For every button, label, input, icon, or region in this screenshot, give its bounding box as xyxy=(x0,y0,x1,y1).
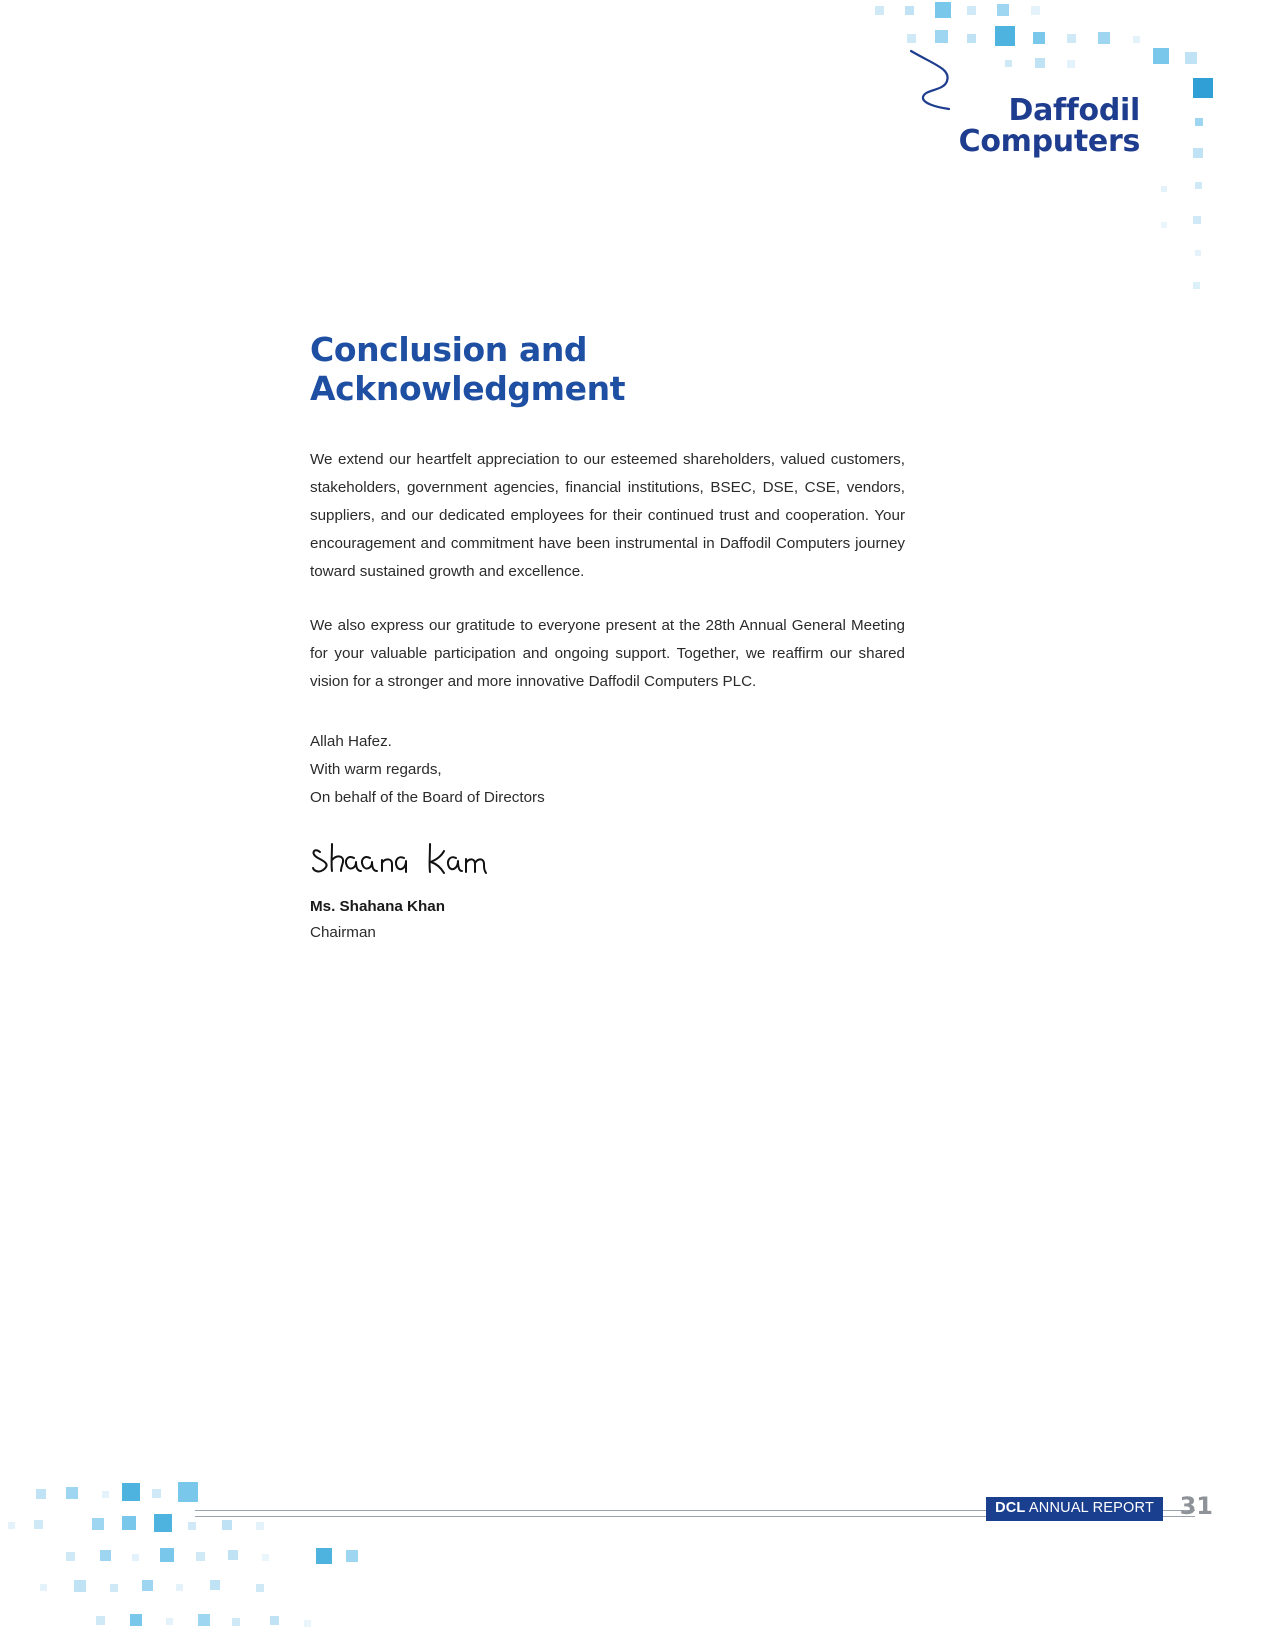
company-logo xyxy=(920,93,1140,160)
page-title: Conclusion and Acknowledgment xyxy=(310,330,626,408)
footer-badge-bold: DCL xyxy=(995,1500,1026,1516)
footer-badge xyxy=(986,1497,1163,1521)
closing-line-3: On behalf of the Board of Directors xyxy=(310,789,545,806)
page-number: 31 xyxy=(1179,1492,1213,1520)
logo-line-2: Computers xyxy=(958,124,1140,160)
main-content xyxy=(310,330,905,946)
signature-image xyxy=(310,840,905,884)
footer-badge-light: ANNUAL REPORT xyxy=(1025,1500,1154,1516)
logo-squiggle-icon xyxy=(905,45,985,115)
closing-line-1: Allah Hafez. xyxy=(310,733,392,750)
closing-line-2: With warm regards, xyxy=(310,761,442,778)
paragraph-2: We also express our gratitude to everyone present at the 28th Annual General Meeting for your valuable participation and ongoing support. Together, we reaffirm our shared vision for a stronger and more innovative Daffodil Computers PLC. xyxy=(310,617,905,690)
paragraph-1: We extend our heartfelt appreciation to our esteemed shareholders, valued customers, stakeholders, government agencies, financial institutions, BSEC, DSE, CSE, vendors, suppliers, and our dedicated employees for their continued trust and cooperation. Your encouragement and commitment have been instrumental in Daffodil Computers journey toward sustained growth and excellence. xyxy=(310,451,905,580)
decorative-dots-bottom-left xyxy=(0,1480,420,1650)
signatory-name: Ms. Shahana Khan xyxy=(310,898,446,915)
signatory-role: Chairman xyxy=(310,924,376,941)
logo-line-1: Daffodil xyxy=(1008,93,1140,128)
handwritten-signature-icon xyxy=(310,840,500,884)
closing-block xyxy=(310,728,905,812)
